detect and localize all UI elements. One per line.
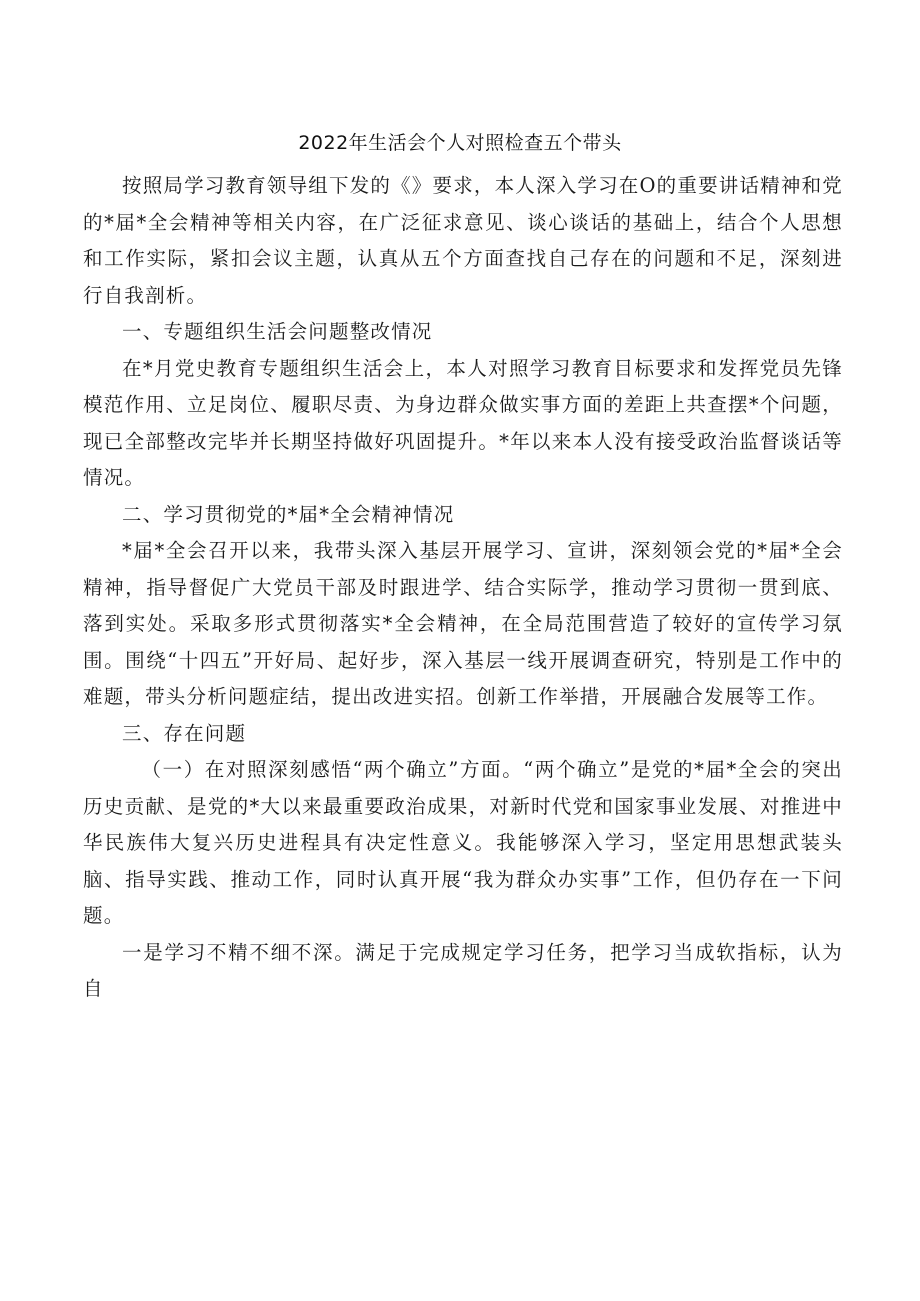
- document-title: 2022年生活会个人对照检查五个带头: [298, 132, 622, 154]
- section-1-paragraph: 在*月党史教育专题组织生活会上，本人对照学习教育目标要求和发挥党员先锋模范作用、立足岗位、履职尽责、为身边群众做实事方面的差距上共查摆*个问题，现已全部整改完毕并长期坚持做好巩固提升。*年以来本人没有接受政治监督谈话等情况。: [83, 356, 843, 489]
- section-2-paragraph: *届*全会召开以来，我带头深入基层开展学习、宣讲，深刻领会党的*届*全会精神，指导督促广大党员干部及时跟进学、结合实际学，推动学习贯彻一贯到底、落到实处。采取多形式贯彻落实*全会精神，在全局范围营造了较好的宣传学习氛围。围绕“十四五”开好局、起好步，深入基层一线开展调查研究，特别是工作中的难题，带头分析问题症结，提出改进实招。创新工作举措，开展融合发展等工作。: [83, 539, 843, 708]
- section-heading-1: 一、专题组织生活会问题整改情况: [122, 320, 433, 343]
- subsection-1-paragraph: （一）在对照深刻感悟“两个确立”方面。“两个确立”是党的*届*全会的突出历史贡献、是党的*大以来最重要政治成果，对新时代党和国家事业发展、对推进中华民族伟大复兴历史进程具有决定性意义。我能够深入学习，坚定用思想武装头脑、指导实践、推动工作，同时认真开展“我为群众办实事”工作，但仍存在一下问题。: [83, 758, 843, 927]
- point-1-paragraph: 一是学习不精不细不深。满足于完成规定学习任务，把学习当成软指标，认为自: [83, 940, 843, 1000]
- document-body: [83, 168, 843, 1008]
- intro-paragraph: 按照局学习教育领导组下发的《》要求，本人深入学习在O的重要讲话精神和党的*届*全会精神等相关内容，在广泛征求意见、谈心谈话的基础上，结合个人思想和工作实际，紧扣会议主题，认真从五个方面查找自己存在的问题和不足，深刻进行自我剖析。: [83, 174, 843, 307]
- section-heading-3: 三、存在问题: [122, 721, 247, 745]
- section-heading-2: 二、学习贯彻党的*届*全会精神情况: [122, 502, 455, 526]
